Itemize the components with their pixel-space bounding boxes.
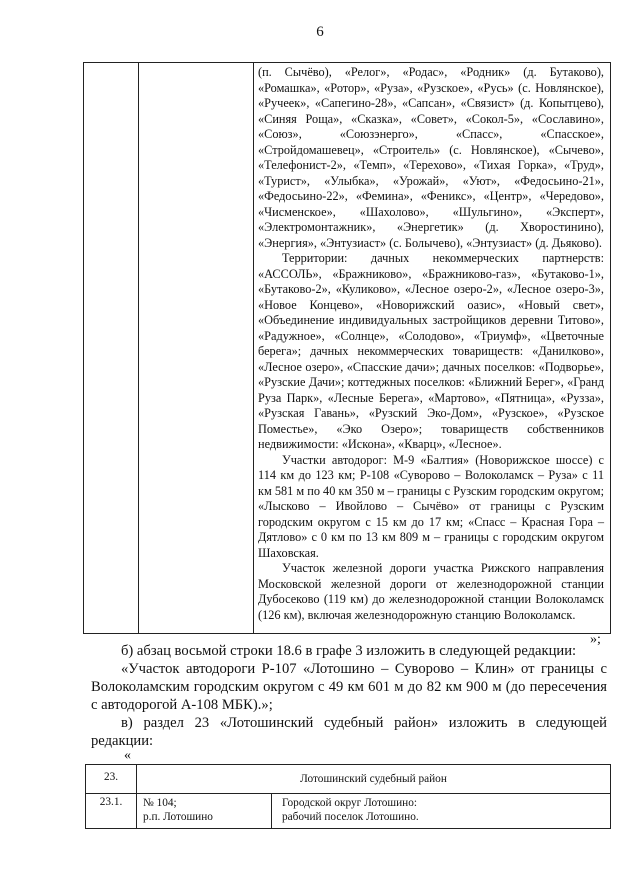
table-row (86, 765, 610, 794)
territory-settlement: рабочий поселок Лотошино. (282, 811, 419, 823)
closing-quote: »; (590, 632, 601, 647)
territory-paragraph-railway: Участок железной дороги участка Рижского направления Московской железной дороги от железнодорожной станции Дубосеково (119 км) до железнодорожной станции Волоколамск (126 км), включая железнодорожную станцию Волоколамск. (258, 561, 604, 622)
territory-cell (272, 794, 610, 828)
court-district-seat: р.п. Лотошино (143, 811, 213, 823)
court-district-cell (137, 794, 272, 828)
territory-paragraph-roads: Участки автодорог: М-9 «Балтия» (Новорижское шоссе) с 114 км до 123 км; Р-108 «Суворово – Волоколамск – Руза» с 11 км 581 м по 40 км 350 м – границы с Рузским городским округом; «Лысково – Ивойлово – Сычёво» от границы с Рузским городским округом с 15 км до 17 км; «Спасс – Красная Гора – Дятлово» с 0 км по 13 км 809 м – границы с городским округом Шаховская. (258, 452, 604, 560)
lotoshino-district-table (85, 764, 611, 829)
section-title: Лотошинский судебный район (300, 773, 447, 785)
amendment-text (91, 642, 607, 750)
amendment-paragraph-v: в) раздел 23 «Лотошинский судебный район» изложить в следующей редакции: (91, 715, 607, 749)
row-number: 23.1. (86, 794, 137, 828)
amendment-paragraph-b: б) абзац восьмой строки 18.6 в графе 3 изложить в следующей редакции: (121, 643, 577, 659)
territory-paragraph-settlements: (п. Сычёво), «Релог», «Родас», «Родник» (д. Бутаково), «Ромашка», «Ротор», «Руза», «Рузское», «Русь» (с. Новлянское), «Ручеек», «Сапегино-28», «Сапсан», «Связист» (д. Копытцево), «Синяя Роща», «Сказка», «Совет», «Сокол-5», «Сославино», «Союз», «Союзэнерго», «Спасс», «Спасское», «Стройдомашевец», «Строитель» (с. Новлянское), «Сычево», «Телефонист-2», «Темп», «Терехово», «Тихая Горка», «Труд», «Турист», «Улыбка», «Урожай», «Уют», «Федосьино-21», «Федосьино-22», «Фемина», «Феникс», «Центр», «Чередово», «Чисменское», «Шахолово», «Шульгино», «Эксперт», «Электромонтажник», «Энергетик» (д. Хворостинино), «Энергия», «Энтузиаст» (с. Болычево), «Энтузиаст» (д. Дьяково). (258, 65, 604, 250)
court-district-number: № 104; (143, 797, 177, 809)
continuation-table (83, 62, 611, 634)
table-column-district (139, 63, 254, 633)
amendment-paragraph-b-text: «Участок автодороги Р-107 «Лотошино – Суворово – Клин» от границы с Волоколамским городским округом с 49 км 601 м до 82 км 900 м (до пересечения с автодорогой А-108 МБК).»; (91, 661, 607, 713)
opening-quote: « (124, 748, 131, 763)
table-column-territory (254, 63, 610, 633)
page-number: 6 (316, 24, 324, 40)
section-number: 23. (86, 765, 137, 793)
territory-paragraph-partnerships: Территории: дачных некоммерческих партнерств: «АССОЛЬ», «Бражниково», «Бражниково-газ», «Бутаково-1», «Бутаково-2», «Куликово», «Лесное озеро-2», «Лесное озеро-3», «Новое Концево», «Новорижский оазис», «Новый свет», «Объединение индивидуальных застройщиков деревни Титово», «Радужное», «Солнце», «Солодово», «Триумф», «Цветочные берега»; дачных некоммерческих товариществ: «Данилково», «Лесное озеро», «Спасские дачи»; дачных поселков: «Подворье», «Рузские Дачи»; коттеджных поселков: «Ближний Берег», «Гранд Руза Парк», «Лесные Берега», «Мартово», «Пятница», «Рузза», «Рузская Гавань», «Рузский Эко-Дом», «Рузское», «Рузское Поместье», «Эко Озеро»; товариществ собственников недвижимости: «Искона», «Кварц», «Лесное». (258, 251, 604, 451)
table-column-number (84, 63, 139, 633)
territory-municipality: Городской округ Лотошино: (282, 797, 417, 809)
table-row (86, 794, 610, 828)
